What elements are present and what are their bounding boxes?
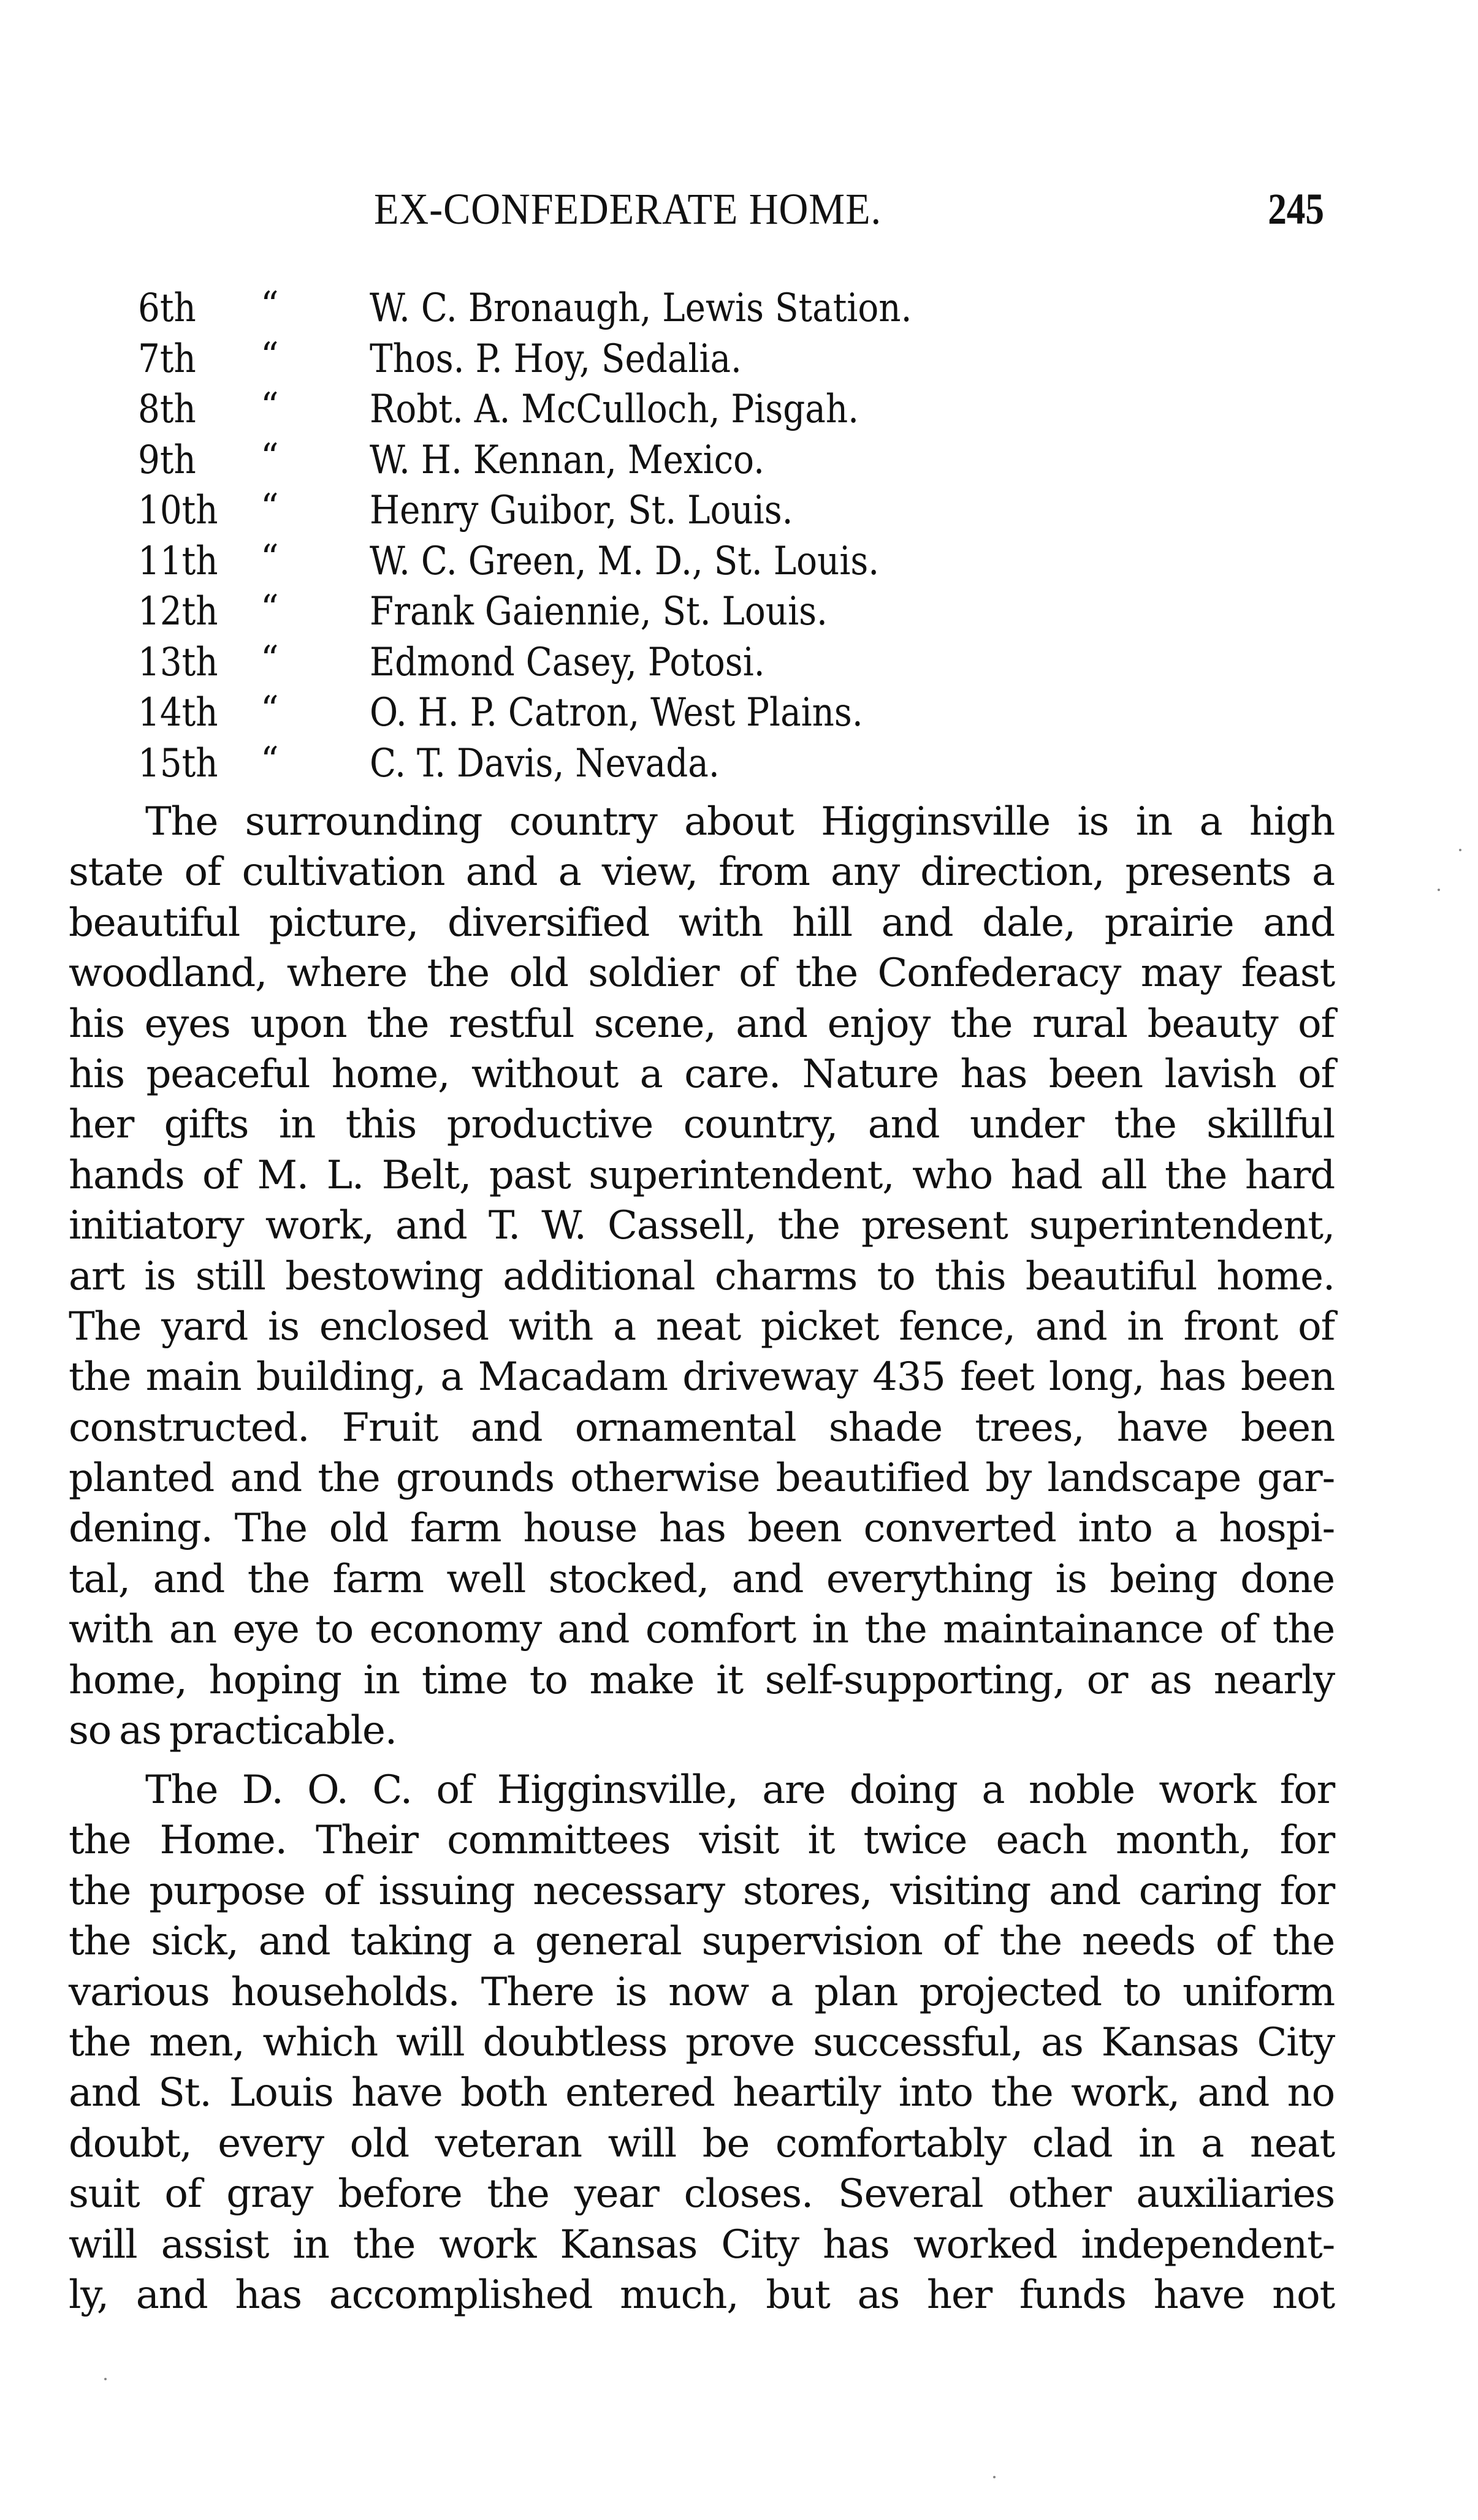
text-line: The surrounding country about Higginsville is in a high (145, 799, 1335, 844)
district-ordinal: 14th (138, 690, 218, 735)
district-ordinal: 15th (138, 740, 218, 786)
member-name: W. C. Bronaugh, Lewis Station. (370, 286, 912, 331)
text-line: home, hoping in time to make it self-supporting, or as nearly (69, 1657, 1335, 1703)
scan-speck (104, 2378, 107, 2380)
text-line: and St. Louis have both entered heartily into the work, and no (69, 2070, 1335, 2116)
member-name: O. H. P. Catron, West Plains. (370, 690, 863, 735)
member-name: Robt. A. McCulloch, Pisgah. (370, 387, 859, 432)
district-ordinal: 11th (138, 538, 218, 584)
district-ordinal: 7th (138, 336, 196, 382)
roster-row (138, 738, 1180, 789)
member-name: C. T. Davis, Nevada. (370, 740, 720, 786)
ditto-mark: “ (261, 637, 279, 680)
text-line: the main building, a Macadam driveway 435 feet long, has been (69, 1354, 1335, 1400)
district-ordinal: 10th (138, 488, 218, 533)
text-line: the purpose of issuing necessary stores, visiting and caring for (69, 1868, 1335, 1914)
roster-row (138, 384, 1180, 435)
scan-speck (1438, 889, 1440, 891)
text-line: tal, and the farm well stocked, and everything is being done (69, 1556, 1335, 1602)
running-head (374, 184, 1324, 251)
text-line: ly, and has accomplished much, but as her funds have not (69, 2272, 1335, 2318)
text-line: The D. O. C. of Higginsville, are doing a noble work for (145, 1767, 1335, 1813)
text-line: state of cultivation and a view, from any direction, presents a (69, 849, 1335, 895)
text-line: his eyes upon the restful scene, and enjoy the rural beauty of (69, 1001, 1335, 1047)
text-line: suit of gray before the year closes. Several other auxiliaries (69, 2171, 1335, 2217)
district-ordinal: 13th (138, 639, 218, 685)
text-line: hands of M. L. Belt, past superintendent, who had all the hard (69, 1152, 1335, 1198)
roster-row (138, 334, 1180, 385)
text-line: so as practicable. (69, 1708, 397, 1754)
member-name: W. C. Green, M. D., St. Louis. (370, 538, 880, 584)
text-line: various households. There is now a plan projected to uniform (69, 1969, 1335, 2015)
district-ordinal: 8th (138, 387, 196, 432)
text-line: with an eye to economy and comfort in the maintainance of the (69, 1607, 1335, 1653)
ditto-mark: “ (261, 435, 279, 477)
member-name: Thos. P. Hoy, Sedalia. (370, 336, 742, 382)
text-line: her gifts in this productive country, and under the skillful (69, 1102, 1335, 1148)
text-line: the sick, and taking a general supervision of the needs of the (69, 1919, 1335, 1965)
roster-row (138, 536, 1180, 587)
ditto-mark: “ (261, 688, 279, 730)
text-line: art is still bestowing additional charms to this beautiful home. (69, 1253, 1335, 1299)
ditto-mark: “ (261, 536, 279, 579)
ditto-mark: “ (261, 284, 279, 325)
ditto-mark: “ (261, 385, 279, 427)
member-name: W. H. Kennan, Mexico. (370, 437, 764, 483)
text-line: the men, which will doubtless prove successful, as Kansas City (69, 2019, 1335, 2065)
text-line: woodland, where the old soldier of the Confederacy may feast (69, 951, 1335, 996)
text-line: the Home. Their committees visit it twice each month, for (69, 1818, 1335, 1864)
text-line: doubt, every old veteran will be comfortably clad in a neat (69, 2120, 1335, 2166)
member-name: Edmond Casey, Potosi. (370, 639, 765, 685)
text-line: will assist in the work Kansas City has worked independent- (69, 2222, 1335, 2268)
paragraph-doc-auxiliary (69, 1765, 1335, 2320)
district-ordinal: 12th (138, 589, 218, 634)
ditto-mark: “ (261, 334, 279, 376)
text-line: beautiful picture, diversified with hill and dale, prairie and (69, 900, 1335, 946)
text-line: planted and the grounds otherwise beautified by landscape gar- (69, 1455, 1335, 1501)
roster-row (138, 435, 1180, 486)
scan-speck (1459, 849, 1461, 851)
roster-row (138, 283, 1180, 334)
text-line: initiatory work, and T. W. Cassell, the present superintendent, (69, 1203, 1335, 1249)
roster-row (138, 637, 1180, 688)
scan-speck (993, 2476, 996, 2478)
text-line: constructed. Fruit and ornamental shade trees, have been (69, 1405, 1335, 1451)
member-name: Frank Gaiennie, St. Louis. (370, 589, 828, 634)
district-roster (138, 283, 1180, 789)
ditto-mark: “ (261, 587, 279, 629)
ditto-mark: “ (261, 738, 279, 781)
district-ordinal: 6th (138, 286, 196, 331)
roster-row (138, 586, 1180, 637)
roster-row (138, 485, 1180, 536)
text-line: The yard is enclosed with a neat picket fence, and in front of (69, 1304, 1335, 1349)
paragraph-grounds (69, 797, 1335, 1756)
text-line: his peaceful home, without a care. Nature has been lavish of (69, 1051, 1335, 1097)
district-ordinal: 9th (138, 437, 196, 483)
member-name: Henry Guibor, St. Louis. (370, 488, 793, 533)
roster-row (138, 688, 1180, 738)
page-number: 245 (1268, 184, 1324, 233)
ditto-mark: “ (261, 486, 279, 528)
text-line: dening. The old farm house has been converted into a hospi- (69, 1506, 1335, 1552)
running-title: EX-CONFEDERATE HOME. (374, 184, 882, 233)
